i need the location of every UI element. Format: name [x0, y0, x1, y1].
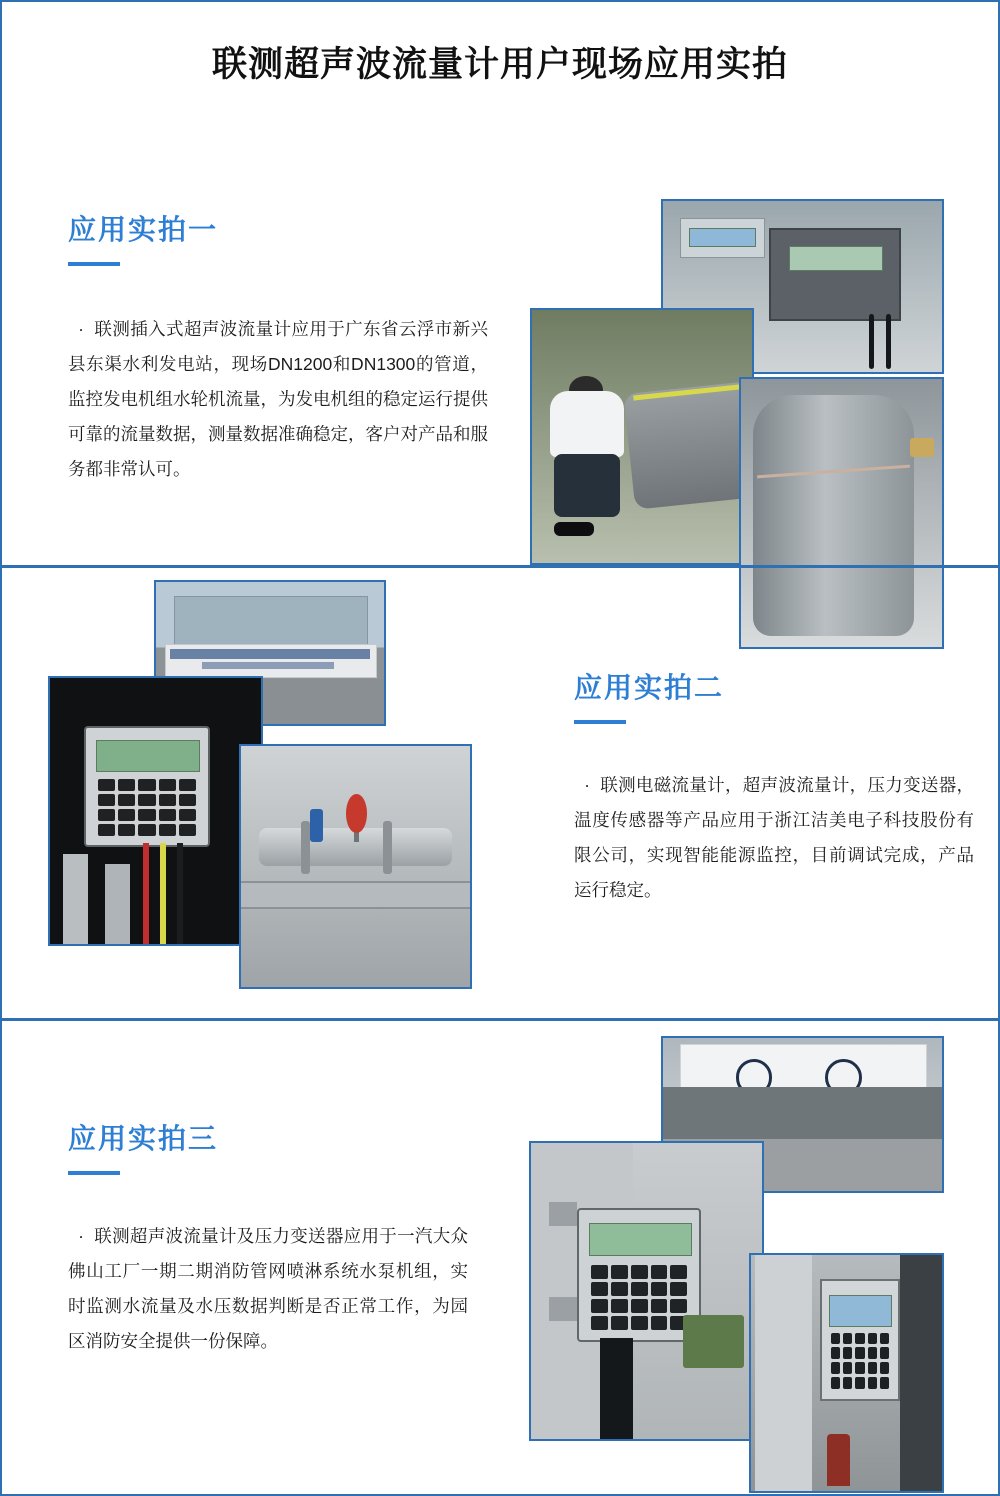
section-one-text: 联测插入式超声波流量计应用于广东省云浮市新兴县东渠水利发电站，现场DN1200和DN1300的管道，监控发电机组水轮机流量，为发电机组的稳定运行提供可靠的流量数据，测量数据准确稳定，客户对产品和服务都非常认可。 — [68, 319, 488, 479]
photo-wall-mounted-ultrasonic-flowmeter — [529, 1141, 764, 1441]
section-three-paragraph — [68, 1219, 468, 1359]
photo-ultrasonic-flowmeter-keypad-panel — [48, 676, 263, 946]
section-one-bullet: · — [78, 319, 84, 339]
section-three-underline — [68, 1171, 120, 1175]
section-three-heading: 应用实拍三 — [68, 1123, 219, 1154]
section-one-heading: 应用实拍一 — [68, 214, 219, 245]
section-two-paragraph — [574, 768, 974, 908]
section-application-two — [2, 568, 998, 1018]
section-two-heading: 应用实拍二 — [574, 672, 725, 703]
page-title: 联测超声波流量计用户现场应用实拍 — [211, 45, 788, 84]
section-application-three — [2, 1021, 998, 1494]
section-one-underline — [68, 262, 120, 266]
photo-flowmeter-in-pump-room — [749, 1253, 944, 1493]
photo-pipeline-with-red-valve — [239, 744, 472, 989]
section-three-bullet: · — [78, 1226, 84, 1246]
section-one-paragraph — [68, 312, 488, 487]
section-two-text: 联测电磁流量计，超声波流量计，压力变送器，温度传感器等产品应用于浙江洁美电子科技股份有限公司，实现智能能源监控，目前调试完成，产品运行稳定。 — [574, 775, 974, 900]
section-two-bullet: · — [584, 775, 590, 795]
section-three-text: 联测超声波流量计及压力变送器应用于一汽大众佛山工厂一期二期消防管网喷淋系统水泵机组，实时监测水流量及水压数据判断是否正常工作，为园区消防安全提供一份保障。 — [68, 1226, 468, 1351]
section-two-underline — [574, 720, 626, 724]
photo-technician-installing-sensor-on-pipe — [530, 308, 754, 565]
section-application-one — [2, 86, 998, 518]
